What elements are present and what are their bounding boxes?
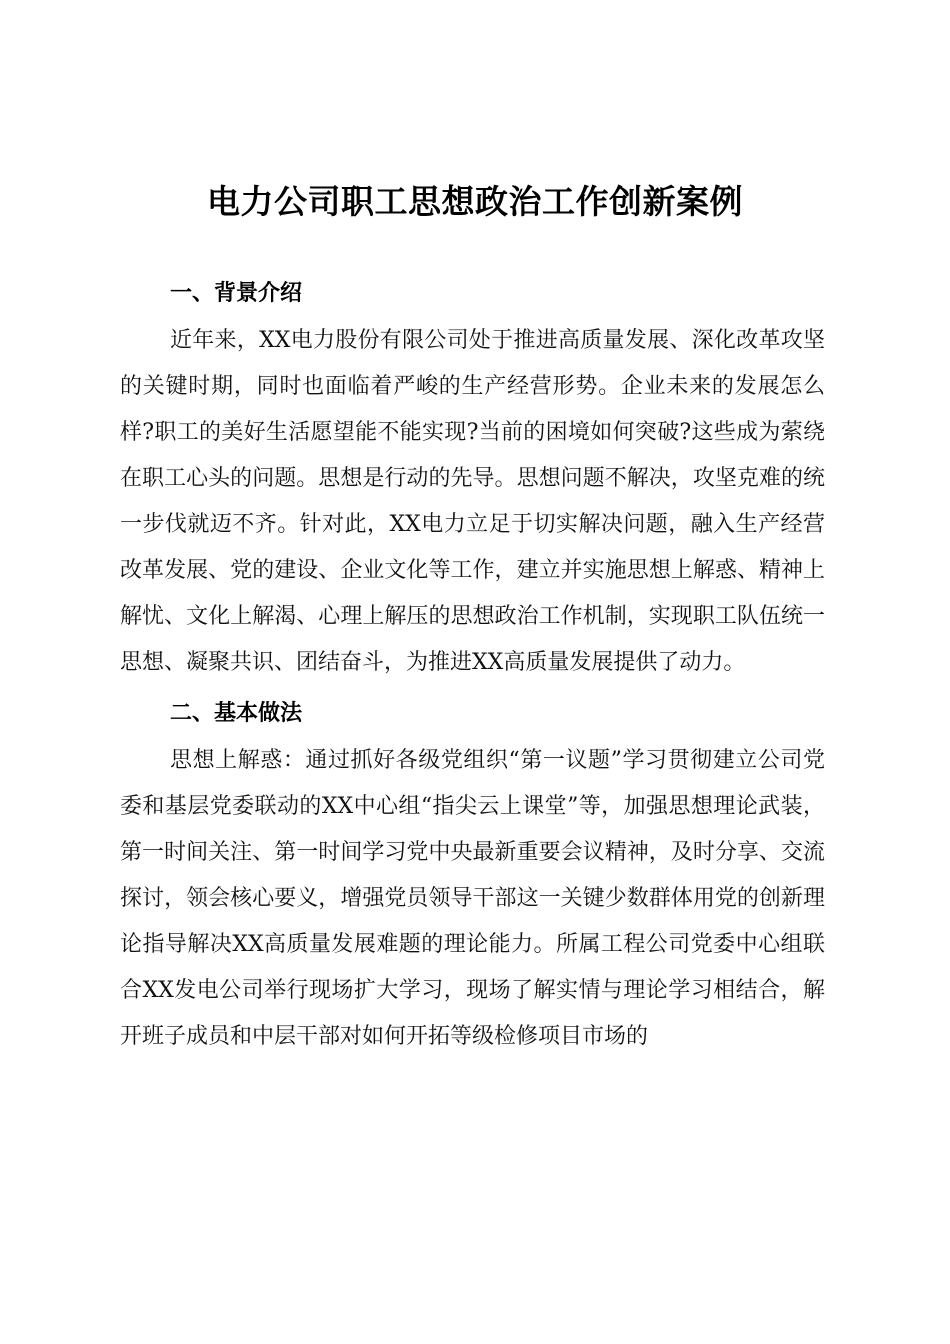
document-title: 电力公司职工思想政治工作创新案例 <box>207 182 743 221</box>
section-paragraph: 近年来，XX电力股份有限公司处于推进高质量发展、深化改革攻坚的关键时期，同时也面临着严峻的生产经营形势。企业未来的发展怎么样?职工的美好生活愿望能不能实现?当前的困境如何突破?这些成为萦绕在职工心头的问题。思想是行动的先导。思想问题不解决，攻坚克难的统一步伐就迈不齐。针对此，XX电力立足于切实解决问题，融入生产经营改革发展、党的建设、企业文化等工作，建立并实施思想上解惑、精神上解忧、文化上解渴、心理上解压的思想政治工作机制，实现职工队伍统一思想、凝聚共识、团结奋斗，为推进XX高质量发展提供了动力。 <box>120 328 825 675</box>
section-paragraph: 思想上解惑：通过抓好各级党组织“第一议题”学习贯彻建立公司党委和基层党委联动的XX中心组“指尖云上课堂”等，加强思想理论武装，第一时间关注、第一时间学习党中央最新重要会议精神，及时分享、交流探讨，领会核心要义，增强党员领导干部这一关键少数群体用党的创新理论指导解决XX高质量发展难题的理论能力。所属工程公司党委中心组联合XX发电公司举行现场扩大学习，现场了解实情与理论学习相结合，解开班子成员和中层干部对如何开拓等级检修项目市场的 <box>120 748 825 1049</box>
section-basic-practice <box>120 690 825 1060</box>
section-heading: 一、背景介绍 <box>170 281 303 306</box>
document-body <box>120 270 825 1060</box>
section-background <box>120 270 825 686</box>
section-heading: 二、基本做法 <box>170 701 303 726</box>
